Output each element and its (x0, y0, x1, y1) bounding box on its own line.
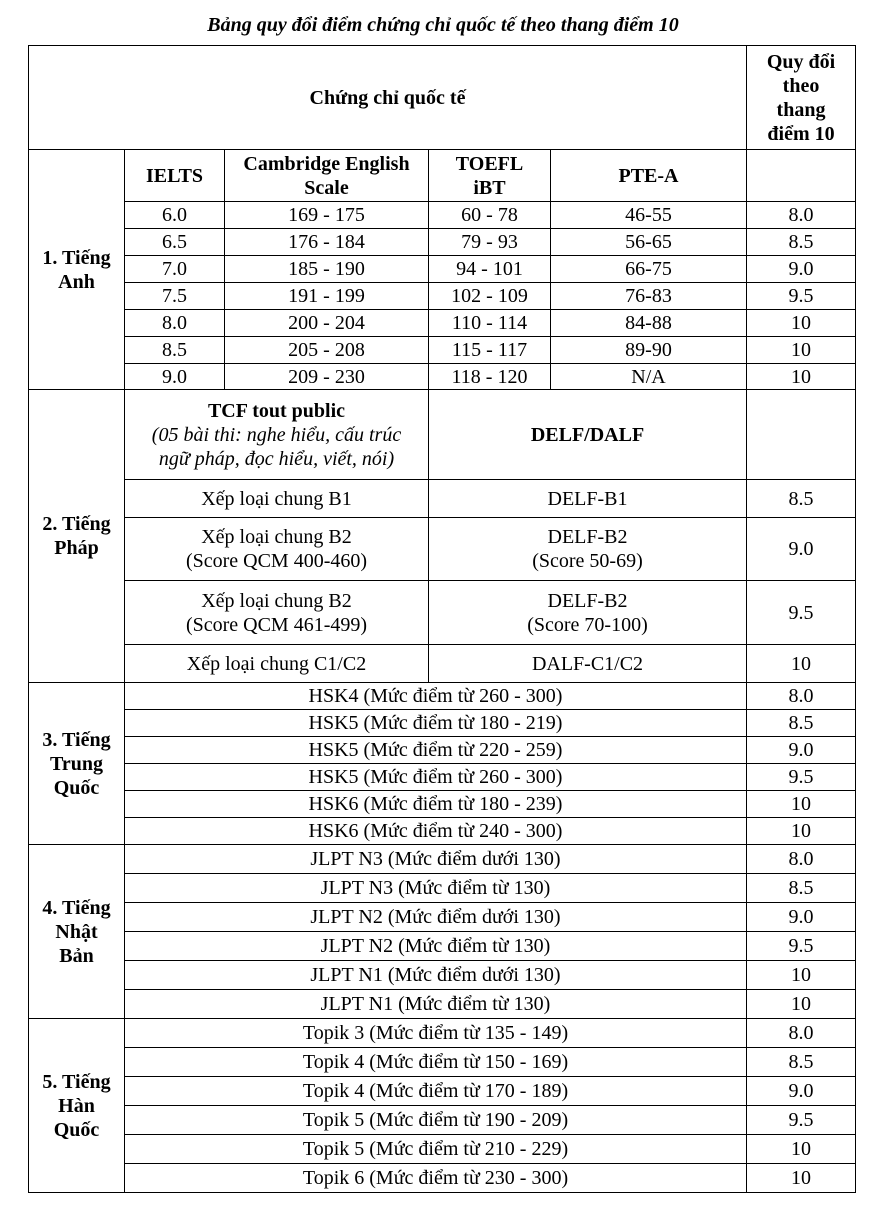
tcf-header: TCF tout public (05 bài thi: nghe hiểu, cấu trúc ngữ pháp, đọc hiểu, viết, nói) (125, 390, 429, 480)
score-cell: 10 (747, 961, 856, 990)
cert-cell: HSK4 (Mức điểm từ 260 - 300) (125, 683, 747, 710)
ielts-cell: 6.0 (125, 202, 225, 229)
table-row (29, 683, 856, 710)
ielts-cell: 9.0 (125, 364, 225, 390)
pte-cell: 66-75 (551, 256, 747, 283)
group-french: 2. Tiếng Pháp (29, 390, 125, 683)
cert-cell: JLPT N3 (Mức điểm từ 130) (125, 874, 747, 903)
cambridge-cell: 209 - 230 (225, 364, 429, 390)
table-row (29, 1106, 856, 1135)
cert-cell: HSK6 (Mức điểm từ 240 - 300) (125, 818, 747, 845)
col-cambridge: Cambridge English Scale (225, 150, 429, 202)
table-row (29, 364, 856, 390)
score-cell: 10 (747, 310, 856, 337)
score-cell: 10 (747, 990, 856, 1019)
tcf-cell: Xếp loại chung B2 (Score QCM 461-499) (125, 581, 429, 645)
cert-cell: Topik 5 (Mức điểm từ 210 - 229) (125, 1135, 747, 1164)
score-cell: 9.5 (747, 1106, 856, 1135)
delf-header: DELF/DALF (429, 390, 747, 480)
delf-cell: DELF-B2 (Score 70-100) (429, 581, 747, 645)
score-cell: 9.5 (747, 581, 856, 645)
table-title: Bảng quy đổi điểm chứng chỉ quốc tế theo thang điểm 10 (207, 14, 679, 36)
ielts-cell: 7.5 (125, 283, 225, 310)
ielts-cell: 8.5 (125, 337, 225, 364)
delf-cell: DELF-B1 (429, 480, 747, 518)
score-cell: 8.0 (747, 683, 856, 710)
table-row (29, 903, 856, 932)
col-score-empty (747, 150, 856, 202)
score-cell: 10 (747, 791, 856, 818)
header-certificate: Chứng chỉ quốc tế (29, 46, 747, 150)
cert-cell: JLPT N3 (Mức điểm dưới 130) (125, 845, 747, 874)
delf-cell: DELF-B2 (Score 50-69) (429, 518, 747, 581)
pte-cell: 76-83 (551, 283, 747, 310)
table-row (29, 961, 856, 990)
score-cell: 8.5 (747, 874, 856, 903)
cert-cell: JLPT N2 (Mức điểm dưới 130) (125, 903, 747, 932)
ielts-cell: 7.0 (125, 256, 225, 283)
pte-cell: 84-88 (551, 310, 747, 337)
table-row (29, 1077, 856, 1106)
table-row (29, 845, 856, 874)
tcf-cell: Xếp loại chung B2 (Score QCM 400-460) (125, 518, 429, 581)
pte-cell: 89-90 (551, 337, 747, 364)
cert-cell: JLPT N1 (Mức điểm từ 130) (125, 990, 747, 1019)
group-english: 1. Tiếng Anh (29, 150, 125, 390)
cambridge-cell: 205 - 208 (225, 337, 429, 364)
cert-cell: Topik 3 (Mức điểm từ 135 - 149) (125, 1019, 747, 1048)
cert-cell: HSK5 (Mức điểm từ 260 - 300) (125, 764, 747, 791)
header-conversion: Quy đổi theo thang điểm 10 (747, 46, 856, 150)
table-row (29, 764, 856, 791)
score-cell: 8.5 (747, 1048, 856, 1077)
french-score-empty (747, 390, 856, 480)
cert-cell: HSK6 (Mức điểm từ 180 - 239) (125, 791, 747, 818)
score-cell: 9.5 (747, 932, 856, 961)
ielts-cell: 6.5 (125, 229, 225, 256)
cert-cell: HSK5 (Mức điểm từ 220 - 259) (125, 737, 747, 764)
group-korean: 5. Tiếng Hàn Quốc (29, 1019, 125, 1193)
score-cell: 10 (747, 364, 856, 390)
cert-cell: JLPT N2 (Mức điểm từ 130) (125, 932, 747, 961)
toefl-cell: 110 - 114 (429, 310, 551, 337)
english-header-row (29, 150, 856, 202)
tcf-cell: Xếp loại chung B1 (125, 480, 429, 518)
toefl-cell: 118 - 120 (429, 364, 551, 390)
cambridge-cell: 185 - 190 (225, 256, 429, 283)
toefl-cell: 60 - 78 (429, 202, 551, 229)
score-cell: 10 (747, 337, 856, 364)
score-cell: 10 (747, 1135, 856, 1164)
score-cell: 9.5 (747, 764, 856, 791)
table-row (29, 990, 856, 1019)
delf-cell: DALF-C1/C2 (429, 645, 747, 683)
ielts-cell: 8.0 (125, 310, 225, 337)
score-cell: 8.5 (747, 229, 856, 256)
score-cell: 9.0 (747, 903, 856, 932)
score-cell: 8.5 (747, 710, 856, 737)
score-cell: 10 (747, 1164, 856, 1193)
toefl-cell: 115 - 117 (429, 337, 551, 364)
table-row (29, 818, 856, 845)
score-cell: 10 (747, 645, 856, 683)
cert-cell: Topik 4 (Mức điểm từ 170 - 189) (125, 1077, 747, 1106)
table-row (29, 645, 856, 683)
toefl-cell: 94 - 101 (429, 256, 551, 283)
col-pte: PTE-A (551, 150, 747, 202)
toefl-cell: 102 - 109 (429, 283, 551, 310)
table-row (29, 874, 856, 903)
toefl-cell: 79 - 93 (429, 229, 551, 256)
score-cell: 8.5 (747, 480, 856, 518)
group-japanese: 4. Tiếng Nhật Bản (29, 845, 125, 1019)
pte-cell: N/A (551, 364, 747, 390)
header-row (29, 46, 856, 150)
table-row (29, 1135, 856, 1164)
table-row (29, 480, 856, 518)
tcf-cell: Xếp loại chung C1/C2 (125, 645, 429, 683)
pte-cell: 56-65 (551, 229, 747, 256)
score-cell: 9.0 (747, 1077, 856, 1106)
score-cell: 10 (747, 818, 856, 845)
score-cell: 8.0 (747, 845, 856, 874)
table-row (29, 202, 856, 229)
cert-cell: Topik 4 (Mức điểm từ 150 - 169) (125, 1048, 747, 1077)
cert-cell: Topik 6 (Mức điểm từ 230 - 300) (125, 1164, 747, 1193)
table-row (29, 932, 856, 961)
table-row (29, 791, 856, 818)
table-row (29, 1019, 856, 1048)
score-cell: 9.0 (747, 256, 856, 283)
table-row (29, 283, 856, 310)
score-cell: 9.0 (747, 518, 856, 581)
col-ielts: IELTS (125, 150, 225, 202)
col-toefl: TOEFL iBT (429, 150, 551, 202)
cambridge-cell: 200 - 204 (225, 310, 429, 337)
cambridge-cell: 176 - 184 (225, 229, 429, 256)
table-row (29, 737, 856, 764)
score-cell: 8.0 (747, 202, 856, 229)
french-header-row (29, 390, 856, 480)
table-row (29, 518, 856, 581)
cambridge-cell: 191 - 199 (225, 283, 429, 310)
table-row (29, 710, 856, 737)
table-row (29, 256, 856, 283)
score-cell: 9.5 (747, 283, 856, 310)
table-row (29, 1164, 856, 1193)
conversion-table (28, 45, 856, 1193)
table-row (29, 229, 856, 256)
cert-cell: HSK5 (Mức điểm từ 180 - 219) (125, 710, 747, 737)
table-row (29, 1048, 856, 1077)
cert-cell: Topik 5 (Mức điểm từ 190 - 209) (125, 1106, 747, 1135)
cert-cell: JLPT N1 (Mức điểm dưới 130) (125, 961, 747, 990)
cambridge-cell: 169 - 175 (225, 202, 429, 229)
table-row (29, 310, 856, 337)
group-chinese: 3. Tiếng Trung Quốc (29, 683, 125, 845)
pte-cell: 46-55 (551, 202, 747, 229)
score-cell: 9.0 (747, 737, 856, 764)
score-cell: 8.0 (747, 1019, 856, 1048)
table-row (29, 581, 856, 645)
table-row (29, 337, 856, 364)
